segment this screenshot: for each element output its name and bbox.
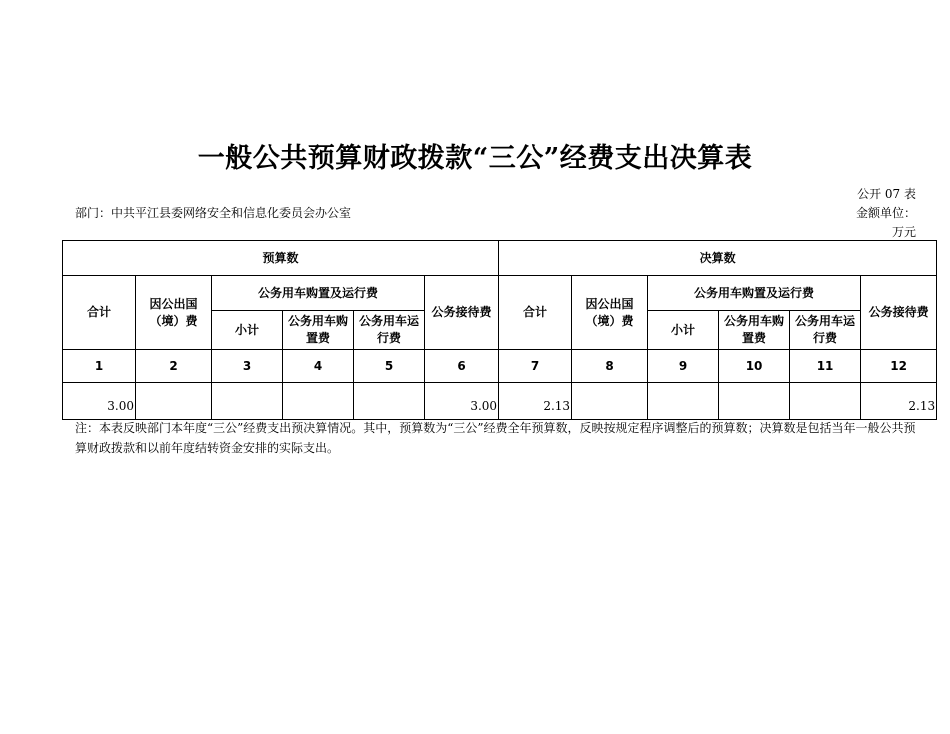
final-reception-header: 公务接待费 (861, 276, 937, 350)
col-number: 8 (572, 350, 648, 383)
final-vehicle-header: 公务用车购置及运行费 (648, 276, 861, 311)
col-number: 3 (212, 350, 283, 383)
value-cell (790, 383, 861, 420)
form-number: 公开 07 表 (857, 187, 916, 201)
budget-operation-header: 公务用车运行费 (354, 311, 425, 350)
expense-table (62, 240, 937, 420)
final-group-header: 决算数 (499, 241, 937, 276)
budget-vehicle-header: 公务用车购置及运行费 (212, 276, 425, 311)
value-cell (354, 383, 425, 420)
value-cell (136, 383, 212, 420)
value-cell: 3.00 (425, 383, 499, 420)
value-cell (572, 383, 648, 420)
col-number: 10 (719, 350, 790, 383)
unit-value: 万元 (891, 225, 916, 239)
col-number: 4 (283, 350, 354, 383)
column-number-row (63, 350, 937, 383)
department-label: 部门：中共平江县委网络安全和信息化委员会办公室 (75, 206, 352, 220)
col-number: 12 (861, 350, 937, 383)
budget-reception-header: 公务接待费 (425, 276, 499, 350)
value-cell (719, 383, 790, 420)
value-cell: 2.13 (861, 383, 937, 420)
final-subtotal-header: 小计 (648, 311, 719, 350)
budget-group-header: 预算数 (63, 241, 499, 276)
budget-abroad-header: 因公出国（境）费 (136, 276, 212, 350)
final-operation-header: 公务用车运行费 (790, 311, 861, 350)
col-number: 5 (354, 350, 425, 383)
col-number: 2 (136, 350, 212, 383)
col-number: 9 (648, 350, 719, 383)
final-total-header: 合计 (499, 276, 572, 350)
value-cell (212, 383, 283, 420)
value-cell (648, 383, 719, 420)
value-cell: 3.00 (63, 383, 136, 420)
col-number: 6 (425, 350, 499, 383)
col-number: 11 (790, 350, 861, 383)
budget-purchase-header: 公务用车购置费 (283, 311, 354, 350)
final-abroad-header: 因公出国（境）费 (572, 276, 648, 350)
page-title: 一般公共预算财政拨款“三公”经费支出决算表 (197, 143, 753, 174)
final-purchase-header: 公务用车购置费 (719, 311, 790, 350)
value-row (63, 383, 937, 420)
budget-subtotal-header: 小计 (212, 311, 283, 350)
unit-label: 金额单位： (855, 206, 916, 220)
value-cell (283, 383, 354, 420)
value-cell: 2.13 (499, 383, 572, 420)
footnote: 注：本表反映部门本年度“三公”经费支出预决算情况。其中，预算数为“三公”经费全年预算数，反映按规定程序调整后的预算数；决算数是包括当年一般公共预算财政拨款和以前年度结转资金安排的实际支出。 (75, 421, 916, 455)
col-number: 1 (63, 350, 136, 383)
budget-total-header: 合计 (63, 276, 136, 350)
col-number: 7 (499, 350, 572, 383)
